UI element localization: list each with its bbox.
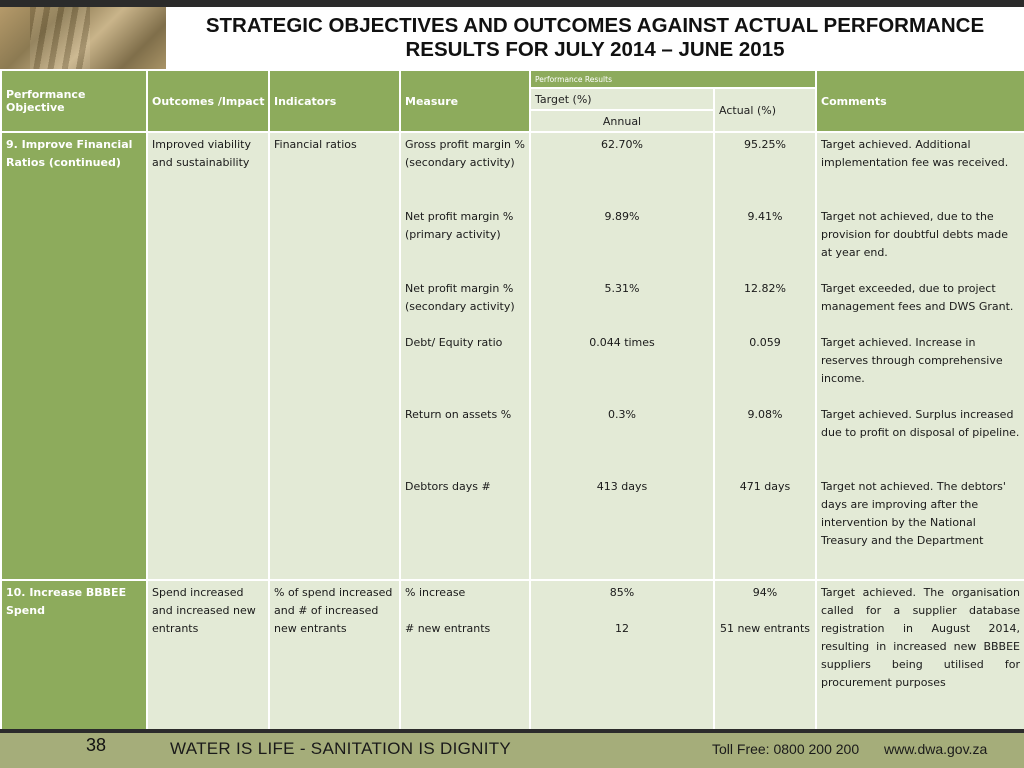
actual-value: 12.82% [744, 282, 786, 295]
header-actual: Actual (%) [714, 88, 816, 132]
measure-item: # new entrants [405, 622, 491, 635]
title-line-2: RESULTS FOR JULY 2014 – JUNE 2015 [405, 38, 785, 61]
measure-item: Return on assets % [405, 408, 512, 421]
comment-item: Target achieved. Surplus increased due to profit on disposal of pipeline. [821, 408, 1020, 439]
header-performance-results: Performance Results [530, 70, 816, 88]
footer-toll-free: Toll Free: 0800 200 200 [712, 741, 860, 757]
target-value: 0.3% [608, 408, 636, 421]
footer-divider [0, 729, 1024, 733]
comment-item: Target not achieved. The debtors' days are improving after the intervention by the National Treasury and the Department [821, 480, 1006, 547]
target-value: 5.31% [604, 282, 640, 295]
measure-cell [400, 132, 530, 580]
comment-item: Target exceeded, due to project management fees and DWS Grant. [821, 282, 1014, 313]
target-value: 413 days [596, 480, 648, 493]
measure-cell [400, 580, 530, 730]
header-target: Target (%) [530, 88, 714, 110]
actual-value: 0.059 [749, 336, 781, 349]
page-number: 38 [86, 735, 107, 755]
measure-item: Debtors days # [405, 480, 491, 493]
target-value: 62.70% [601, 138, 643, 151]
outcome-cell: Improved viability and sustainability [147, 132, 269, 580]
indicator-cell: % of spend increased and # of increased new entrants [269, 580, 400, 730]
objective-cell: 10. Increase BBBEE Spend [1, 580, 147, 730]
footer [0, 729, 1024, 768]
footer-website: www.dwa.gov.za [884, 741, 988, 757]
comment-item: Target achieved. Increase in reserves through comprehensive income. [821, 336, 1003, 385]
top-bar [0, 0, 1024, 7]
header-photo [0, 7, 166, 69]
measure-item: Net profit margin % (primary activity) [405, 210, 514, 241]
measure-item: Net profit margin % (secondary activity) [405, 282, 515, 313]
header-annual: Annual [530, 110, 714, 132]
header-measure: Measure [400, 70, 530, 132]
target-value: 85% [609, 586, 635, 599]
target-value: 12 [615, 622, 629, 635]
comment-item: Target not achieved, due to the provision for doubtful debts made at year end. [821, 210, 1009, 259]
actual-value: 51 new entrants [719, 622, 811, 635]
header-outcomes: Outcomes /Impact [147, 70, 269, 132]
actual-value: 95.25% [744, 138, 786, 151]
header-performance-objective: Performance Objective [1, 70, 147, 132]
comments-cell [816, 132, 1024, 580]
page-title [166, 7, 1024, 69]
comments-cell: Target achieved. The organisation called for a supplier database registration in August 2014, resulting in increased new BBBEE suppliers being utilised for procurement purposes [816, 580, 1024, 730]
measure-item: Debt/ Equity ratio [405, 336, 503, 349]
measure-item: % increase [405, 586, 466, 599]
header-indicators: Indicators [269, 70, 400, 132]
table-row [1, 580, 1024, 730]
target-cell [530, 132, 714, 580]
actual-value: 9.41% [747, 210, 783, 223]
actual-cell [714, 132, 816, 580]
actual-value: 9.08% [747, 408, 783, 421]
measure-item: Gross profit margin % (secondary activity) [405, 138, 525, 169]
title-line-1: STRATEGIC OBJECTIVES AND OUTCOMES AGAINST ACTUAL PERFORMANCE [205, 14, 985, 37]
outcome-cell: Spend increased and increased new entrants [147, 580, 269, 730]
target-cell [530, 580, 714, 730]
target-value: 9.89% [604, 210, 640, 223]
target-value: 0.044 times [589, 336, 655, 349]
table-row [1, 132, 1024, 580]
header-comments: Comments [816, 70, 1024, 132]
objective-cell: 9. Improve Financial Ratios (continued) [1, 132, 147, 580]
comment-item: Target achieved. Additional implementation fee was received. [821, 138, 1009, 169]
performance-table [0, 69, 1024, 731]
footer-slogan: WATER IS LIFE - SANITATION IS DIGNITY [170, 739, 512, 758]
indicator-cell: Financial ratios [269, 132, 400, 580]
actual-value: 471 days [739, 480, 791, 493]
actual-value: 94% [752, 586, 778, 599]
actual-cell [714, 580, 816, 730]
